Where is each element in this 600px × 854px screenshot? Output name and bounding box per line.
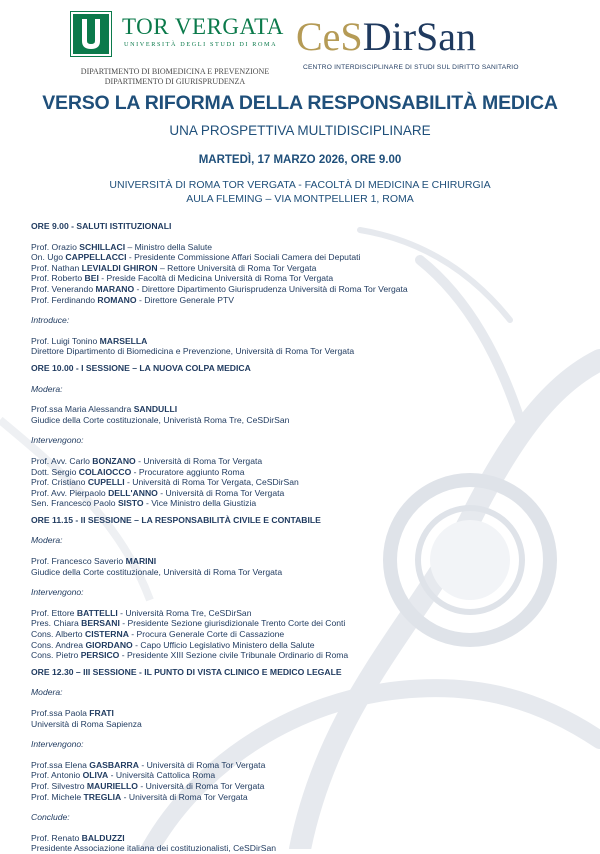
speaker-surname: BERSANI bbox=[81, 618, 120, 629]
speaker-surname: ROMANO bbox=[97, 294, 137, 305]
speaker-line: Sen. Francesco Paolo SISTO - Vice Ministro della Giustizia bbox=[31, 498, 257, 509]
session-heading: ORE 10.00 - I SESSIONE – LA NUOVA COLPA MEDICA bbox=[31, 362, 251, 373]
role-label-intervengono: Intervengono: bbox=[31, 587, 84, 598]
speaker-line: Prof. Antonio OLIVA - Università Cattolica Roma bbox=[31, 770, 216, 781]
tor-vergata-shield-icon bbox=[70, 11, 112, 57]
speaker-line: Prof. Ettore BATTELLI - Università Roma Tre, CeSDirSan bbox=[31, 607, 252, 618]
speaker-surname: MARANO bbox=[95, 283, 135, 294]
venue-line-1: UNIVERSITÀ DI ROMA TOR VERGATA - FACOLTÀ DI MEDICINA E CHIRURGIA bbox=[109, 179, 491, 191]
role-label-modera: Modera: bbox=[31, 535, 63, 546]
speaker-line: Prof. Silvestro MAURIELLO - Università di Roma Tor Vergata bbox=[31, 780, 265, 791]
speaker-description: Giudice della Corte costituzionale, Università di Roma Tor Vergata bbox=[31, 566, 283, 577]
speaker-surname: MARSELLA bbox=[99, 335, 148, 346]
role-label-modera: Modera: bbox=[31, 383, 63, 394]
speaker-line: Prof. Ferdinando ROMANO - Direttore Generale PTV bbox=[31, 294, 234, 305]
speaker-line: Prof. Avv. Carlo BONZANO - Università di Roma Tor Vergata bbox=[31, 455, 263, 466]
speaker-surname: MAURIELLO bbox=[86, 780, 138, 791]
role-label-modera: Modera: bbox=[31, 687, 63, 698]
cesdirsan-name-part1: CeS bbox=[296, 14, 363, 59]
speaker-description: Presidente Associazione italiana dei costituzionalisti, CeSDirSan bbox=[31, 843, 277, 854]
speaker-surname: LEVIALDI GHIRON bbox=[81, 262, 158, 273]
speaker-line: Prof. Roberto BEI - Preside Facoltà di Medicina Università di Roma Tor Vergata bbox=[31, 273, 334, 284]
speaker-line: Prof. Luigi Tonino MARSELLA bbox=[31, 335, 148, 346]
speaker-line: Pres. Chiara BERSANI - Presidente Sezione giurisdizionale Trento Corte dei Conti bbox=[31, 618, 346, 629]
tor-vergata-logo bbox=[70, 11, 284, 86]
speaker-line: Cons. Alberto CISTERNA - Procura Generale Corte di Cassazione bbox=[31, 629, 285, 640]
tor-vergata-departments bbox=[70, 67, 280, 87]
cesdirsan-name-part2: DirSan bbox=[362, 14, 477, 59]
speaker-surname: CAPPELLACCI bbox=[65, 252, 127, 263]
speaker-line: Prof. Venerando MARANO - Direttore Dipartimento Giurisprudenza Università di Roma Tor Vergata bbox=[31, 283, 408, 294]
event-subtitle: UNA PROSPETTIVA MULTIDISCIPLINARE bbox=[169, 123, 431, 138]
speaker-surname: GASBARRA bbox=[89, 759, 139, 770]
speaker-line: Prof. Michele TREGLIA - Università di Roma Tor Vergata bbox=[31, 791, 248, 802]
speaker-line: Cons. Pietro PERSICO - Presidente XIII Sezione civile Tribunale Ordinario di Roma bbox=[31, 650, 349, 661]
speaker-surname: BALDUZZI bbox=[81, 832, 125, 843]
speaker-surname: CISTERNA bbox=[84, 629, 129, 640]
speaker-surname: SANDULLI bbox=[133, 404, 178, 415]
speaker-surname: SISTO bbox=[117, 498, 144, 509]
event-date: MARTEDÌ, 17 MARZO 2026, ORE 9.00 bbox=[198, 154, 402, 166]
speaker-description: Giudice della Corte costituzionale, Univeristà Roma Tre, CeSDirSan bbox=[31, 414, 290, 425]
speaker-surname: COLAIOCCO bbox=[78, 466, 132, 477]
speaker-description: Direttore Dipartimento di Biomedicina e Prevenzione, Università di Roma Tor Vergata bbox=[31, 346, 355, 357]
speaker-description: Università di Roma Sapienza bbox=[31, 718, 142, 729]
speaker-surname: BATTELLI bbox=[76, 607, 118, 618]
speaker-line: Prof. Orazio SCHILLACI – Ministro della Salute bbox=[31, 241, 213, 252]
speaker-line: On. Ugo CAPPELLACCI - Presidente Commissione Affari Sociali Camera dei Deputati bbox=[31, 252, 361, 263]
tor-vergata-university: UNIVERSITÀ DEGLI STUDI DI ROMA bbox=[124, 41, 278, 48]
event-title: VERSO LA RIFORMA DELLA RESPONSABILITÀ MEDICA bbox=[42, 92, 558, 114]
speaker-surname: FRATI bbox=[89, 708, 114, 718]
venue-line-2: AULA FLEMING – VIA MONTPELLIER 1, ROMA bbox=[186, 193, 414, 205]
role-label-intervengono: Intervengono: bbox=[31, 739, 84, 750]
tor-vergata-name: TOR VERGATA bbox=[122, 14, 284, 39]
session-heading: ORE 9.00 - SALUTI ISTITUZIONALI bbox=[31, 221, 172, 231]
department-biomedicine: DIPARTIMENTO DI BIOMEDICINA E PREVENZIONE bbox=[80, 67, 270, 76]
speaker-line: Prof.ssa Paola FRATI bbox=[31, 708, 114, 718]
program bbox=[31, 221, 571, 854]
speaker-surname: OLIVA bbox=[82, 770, 109, 781]
department-law: DIPARTIMENTO DI GIURISPRUDENZA bbox=[104, 77, 246, 86]
speaker-line: Prof. Francesco Saverio MARINI bbox=[31, 556, 157, 567]
speaker-line: Prof. Nathan LEVIALDI GHIRON – Rettore Università di Roma Tor Vergata bbox=[31, 262, 317, 273]
speaker-surname: DELL'ANNO bbox=[108, 487, 158, 498]
speaker-line: Prof.ssa Maria Alessandra SANDULLI bbox=[31, 404, 178, 415]
role-label-intervengono: Intervengono: bbox=[31, 435, 84, 446]
role-label-conclude: Conclude: bbox=[31, 812, 70, 823]
speaker-line: Prof. Avv. Pierpaolo DELL'ANNO - Università di Roma Tor Vergata bbox=[31, 487, 285, 498]
speaker-line: Prof.ssa Elena GASBARRA - Università di Roma Tor Vergata bbox=[31, 759, 266, 770]
speaker-line: Cons. Andrea GIORDANO - Capo Ufficio Legislativo Ministero della Salute bbox=[31, 639, 315, 650]
speaker-surname: MARINI bbox=[125, 556, 157, 567]
session-heading: ORE 12.30 – III SESSIONE - IL PUNTO DI VISTA CLINICO E MEDICO LEGALE bbox=[31, 666, 342, 677]
speaker-line: Prof. Cristiano CUPELLI - Università di Roma Tor Vergata, CeSDirSan bbox=[31, 477, 299, 488]
speaker-surname: PERSICO bbox=[80, 650, 120, 661]
cesdirsan-subtitle: CENTRO INTERDISCIPLINARE DI STUDI SUL DIRITTO SANITARIO bbox=[303, 64, 519, 71]
event-venue bbox=[0, 178, 600, 206]
speaker-surname: SCHILLACI bbox=[79, 241, 126, 252]
speaker-line: Prof. Renato BALDUZZI bbox=[31, 832, 125, 843]
speaker-surname: GIORDANO bbox=[85, 639, 133, 650]
cesdirsan-logo bbox=[296, 14, 536, 78]
cesdirsan-name bbox=[296, 14, 476, 60]
speaker-surname: TREGLIA bbox=[83, 791, 122, 802]
speaker-surname: BONZANO bbox=[92, 455, 136, 466]
speaker-surname: CUPELLI bbox=[87, 477, 125, 488]
session-heading: ORE 11.15 - II SESSIONE – LA RESPONSABILITÀ CIVILE E CONTABILE bbox=[31, 514, 321, 525]
role-label-introduce: Introduce: bbox=[31, 315, 70, 326]
speaker-line: Dott. Sergio COLAIOCCO - Procuratore aggiunto Roma bbox=[31, 466, 245, 477]
speaker-surname: BEI bbox=[84, 273, 99, 284]
